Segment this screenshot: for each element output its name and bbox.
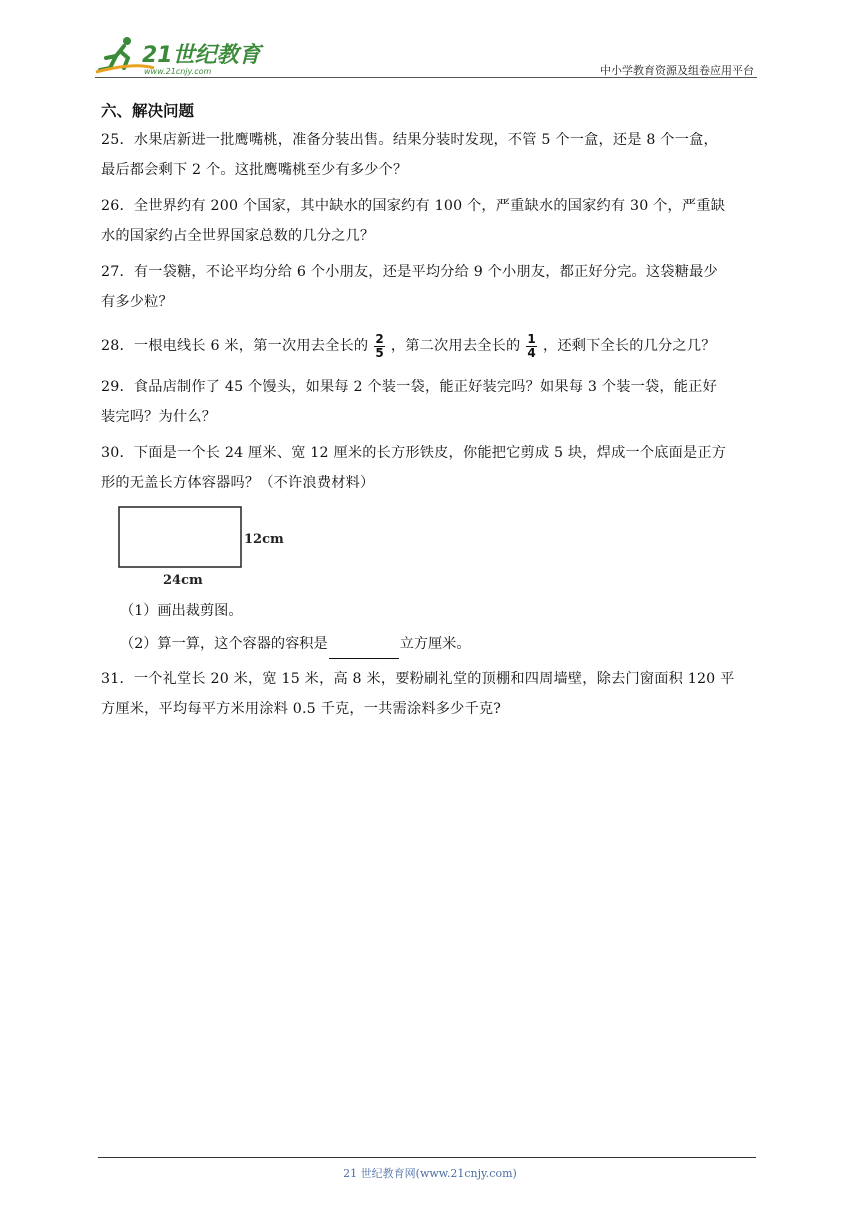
question-line: 方厘米，平均每平方米用涂料 0.5 千克，一共需涂料多少千克? <box>101 701 502 717</box>
question-line: 装完吗？为什么？ <box>101 409 217 425</box>
page-header <box>94 34 756 78</box>
header-platform-text: 中小学教育资源及组卷应用平台 <box>600 64 754 77</box>
logo-text: 21世纪教育 <box>142 43 261 68</box>
logo <box>94 34 294 78</box>
question-27 <box>101 257 761 317</box>
question-26 <box>101 191 761 251</box>
question-30 <box>101 438 761 498</box>
question-line: 27．有一袋糖，不论平均分给 6 个小朋友，还是平均分给 9 个小朋友，都正好分完。这袋糖最少 <box>101 264 718 280</box>
sub-question-text: 立方厘米。 <box>399 636 471 652</box>
fraction-two-fifths: $\frac{2}{5}$ <box>375 331 384 360</box>
logo-url: www.21cnjy.com <box>144 67 212 76</box>
question-line: 最后都会剩下 2 个。这批鹰嘴桃至少有多少个？ <box>101 162 408 178</box>
question-29 <box>101 372 761 432</box>
height-label: 12cm <box>244 532 284 547</box>
sub-question-text: （2）算一算，这个容器的容积是 <box>120 636 328 652</box>
fraction-one-quarter: $\frac{1}{4}$ <box>527 331 536 360</box>
question-line: 25．水果店新进一批鹰嘴桃，准备分装出售。结果分装时发现，不管 5 个一盒，还是 8 个一盒， <box>101 132 718 148</box>
width-label: 24cm <box>163 573 203 588</box>
rectangle-figure <box>117 506 287 588</box>
sheet-rectangle <box>119 507 241 567</box>
footer-divider <box>98 1157 756 1158</box>
sub-question-1: （1）画出裁剪图。 <box>120 603 243 619</box>
question-line: 形的无盖长方体容器吗？（不许浪费材料） <box>101 475 375 491</box>
footer-link[interactable]: 21 世纪教育网(www.21cnjy.com) <box>343 1167 517 1180</box>
sub-question-2 <box>120 629 471 659</box>
question-text: 28．一根电线长 6 米，第一次用去全长的 <box>101 338 369 354</box>
question-line: 31．一个礼堂长 20 米，宽 15 米，高 8 米，要粉刷礼堂的顶棚和四周墙壁，除去门窗面积 120 平 <box>101 671 735 687</box>
question-line: 26．全世界约有 200 个国家，其中缺水的国家约有 100 个，严重缺水的国家约有 30 个，严重缺 <box>101 198 726 214</box>
section-title: 六、解决问题 <box>101 102 195 120</box>
question-text: ，还剩下全长的几分之几？ <box>542 338 716 354</box>
question-31 <box>101 664 761 724</box>
question-25 <box>101 125 761 185</box>
question-text: ，第二次用去全长的 <box>390 338 521 354</box>
question-line: 30．下面是一个长 24 厘米、宽 12 厘米的长方形铁皮，你能把它剪成 5 块，焊成一个底面是正方 <box>101 445 727 461</box>
question-line: 水的国家约占全世界国家总数的几分之几？ <box>101 228 375 244</box>
question-line: 有多少粒？ <box>101 294 173 310</box>
header-divider <box>95 77 757 78</box>
question-line: 29．食品店制作了 45 个馒头，如果每 2 个装一袋，能正好装完吗？如果每 3 个装一袋，能正好 <box>101 379 717 395</box>
question-28 <box>101 331 761 361</box>
answer-blank[interactable] <box>329 642 399 659</box>
